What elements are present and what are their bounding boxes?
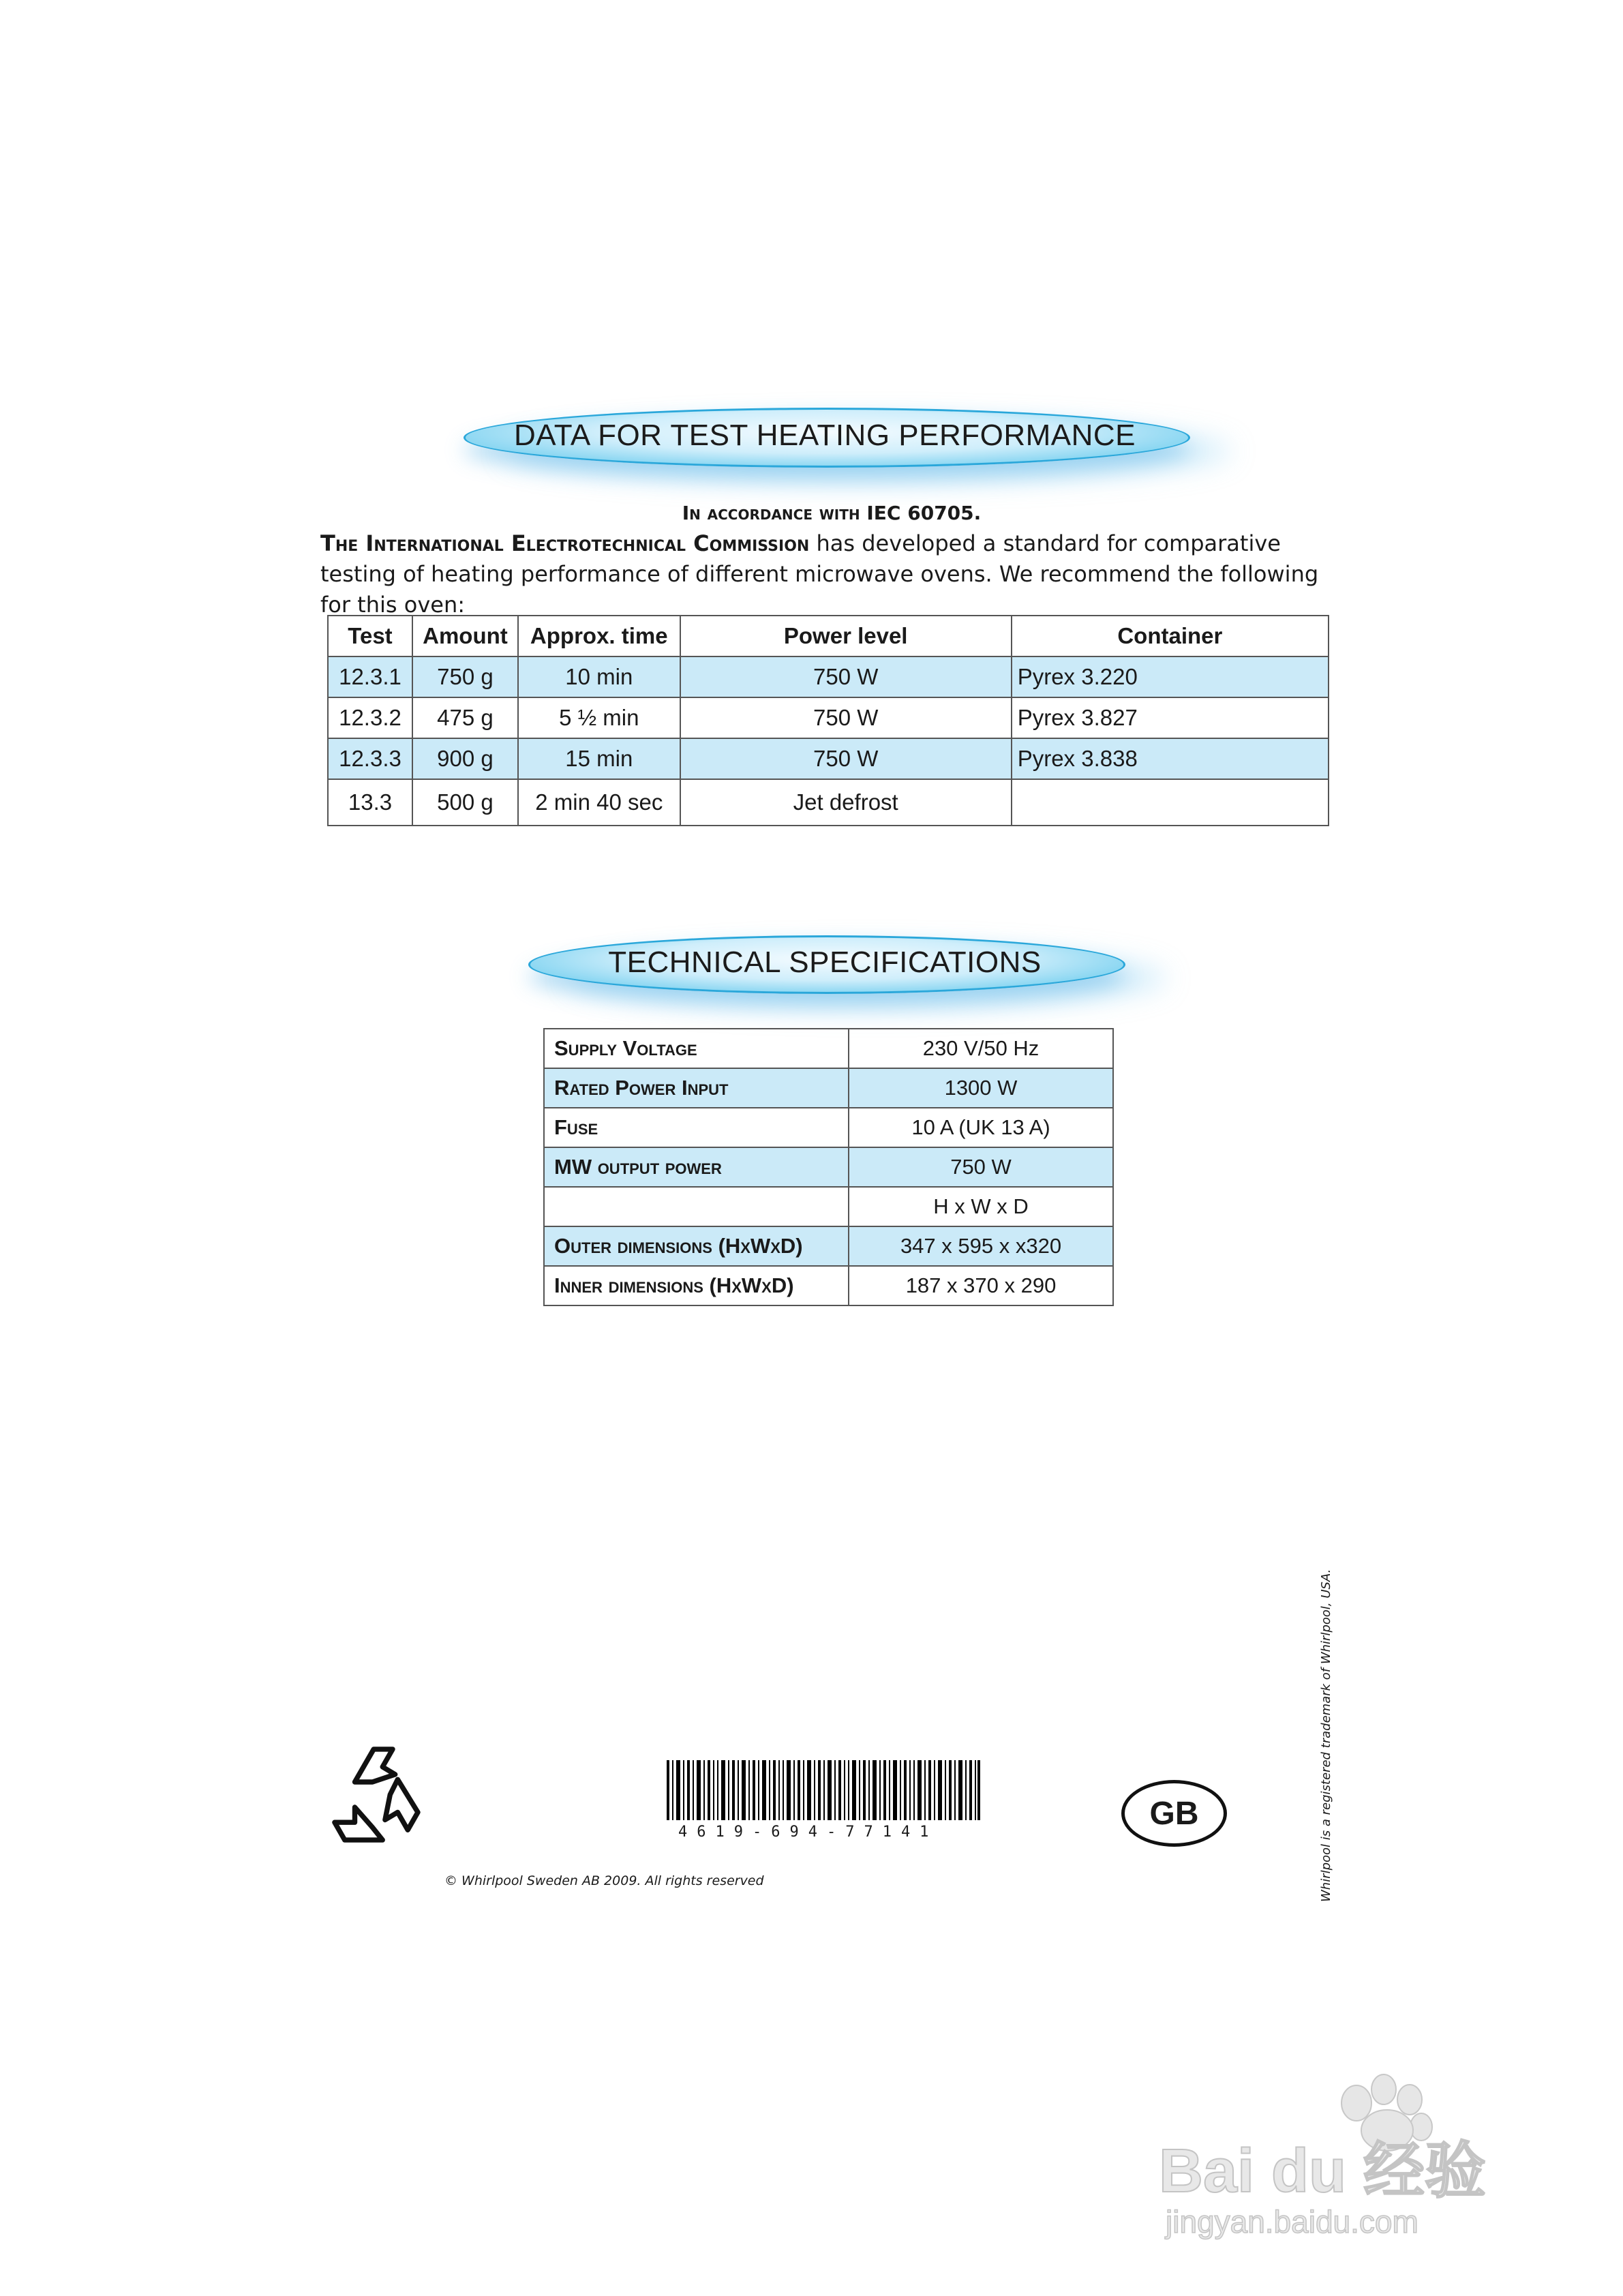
spec-key: Inner dimensions (HxWxD) — [544, 1266, 849, 1305]
spec-key: Fuse — [544, 1108, 849, 1147]
table-row — [328, 779, 1329, 826]
table-row — [328, 738, 1329, 779]
perf-table — [327, 615, 1329, 826]
table-row — [544, 1226, 1113, 1266]
perf-header-time: Approx. time — [518, 616, 680, 656]
country-badge: GB — [1121, 1780, 1227, 1847]
baidu-watermark — [1152, 2066, 1534, 2243]
cell-amount: 900 g — [412, 738, 518, 779]
cell-time: 2 min 40 sec — [518, 779, 680, 826]
perf-header-row — [328, 616, 1329, 656]
copyright-text: © Whirlpool Sweden AB 2009. All rights reserved — [444, 1873, 764, 1888]
cell-power: Jet defrost — [680, 779, 1012, 826]
perf-subtitle: In accordance with IEC 60705. — [682, 502, 982, 524]
cell-test: 12.3.2 — [328, 697, 412, 738]
table-row — [328, 697, 1329, 738]
spec-value: 10 A (UK 13 A) — [849, 1108, 1113, 1147]
table-row — [544, 1029, 1113, 1068]
spec-key — [544, 1187, 849, 1226]
spec-value: 1300 W — [849, 1068, 1113, 1108]
perf-description — [320, 528, 1343, 620]
spec-value: 230 V/50 Hz — [849, 1029, 1113, 1068]
cell-power: 750 W — [680, 697, 1012, 738]
table-row — [328, 656, 1329, 697]
cell-container — [1012, 779, 1329, 826]
cell-container: Pyrex 3.220 — [1012, 656, 1329, 697]
spec-value: 347 x 595 x x320 — [849, 1226, 1113, 1266]
table-row — [544, 1108, 1113, 1147]
spec-value: H x W x D — [849, 1187, 1113, 1226]
perf-header-amount: Amount — [412, 616, 518, 656]
cell-container: Pyrex 3.838 — [1012, 738, 1329, 779]
table-row — [544, 1068, 1113, 1108]
cell-time: 5 ½ min — [518, 697, 680, 738]
barcode-number: 4619-694-77141 — [678, 1824, 939, 1841]
cell-container: Pyrex 3.827 — [1012, 697, 1329, 738]
spec-value: 187 x 370 x 290 — [849, 1266, 1113, 1305]
spec-key: MW output power — [544, 1147, 849, 1187]
watermark-brand: Bai du 经验 — [1159, 2137, 1487, 2205]
trademark-text: Whirlpool is a registered trademark of Whirlpool, USA. — [1319, 1569, 1333, 1902]
spec-key: Rated Power Input — [544, 1068, 849, 1108]
spec-section-banner — [528, 935, 1121, 990]
cell-time: 10 min — [518, 656, 680, 697]
cell-test: 13.3 — [328, 779, 412, 826]
perf-body: has developed a standard for comparative testing of heating performance of different microwave ovens. We recommend the following for this oven: — [320, 530, 1319, 618]
table-row — [544, 1266, 1113, 1305]
cell-power: 750 W — [680, 738, 1012, 779]
spec-key: Outer dimensions (HxWxD) — [544, 1226, 849, 1266]
cell-test: 12.3.3 — [328, 738, 412, 779]
perf-header-test: Test — [328, 616, 412, 656]
table-row — [544, 1147, 1113, 1187]
perf-header-container: Container — [1012, 616, 1329, 656]
cell-power: 750 W — [680, 656, 1012, 697]
perf-header-power: Power level — [680, 616, 1012, 656]
cell-test: 12.3.1 — [328, 656, 412, 697]
cell-time: 15 min — [518, 738, 680, 779]
cell-amount: 500 g — [412, 779, 518, 826]
perf-section-banner — [464, 408, 1186, 464]
cell-amount: 750 g — [412, 656, 518, 697]
barcode-image — [667, 1760, 980, 1820]
spec-section-title: TECHNICAL SPECIFICATIONS — [608, 946, 1042, 979]
table-row — [544, 1187, 1113, 1226]
perf-intro — [320, 498, 1343, 620]
spec-key: Supply Voltage — [544, 1029, 849, 1068]
spec-value: 750 W — [849, 1147, 1113, 1187]
recycle-icon — [317, 1732, 443, 1858]
cell-amount: 475 g — [412, 697, 518, 738]
spec-table — [543, 1028, 1114, 1306]
perf-section-title: DATA FOR TEST HEATING PERFORMANCE — [513, 419, 1136, 452]
perf-org: The International Electrotechnical Commission — [320, 530, 810, 556]
watermark-url: jingyan.baidu.com — [1166, 2204, 1419, 2239]
